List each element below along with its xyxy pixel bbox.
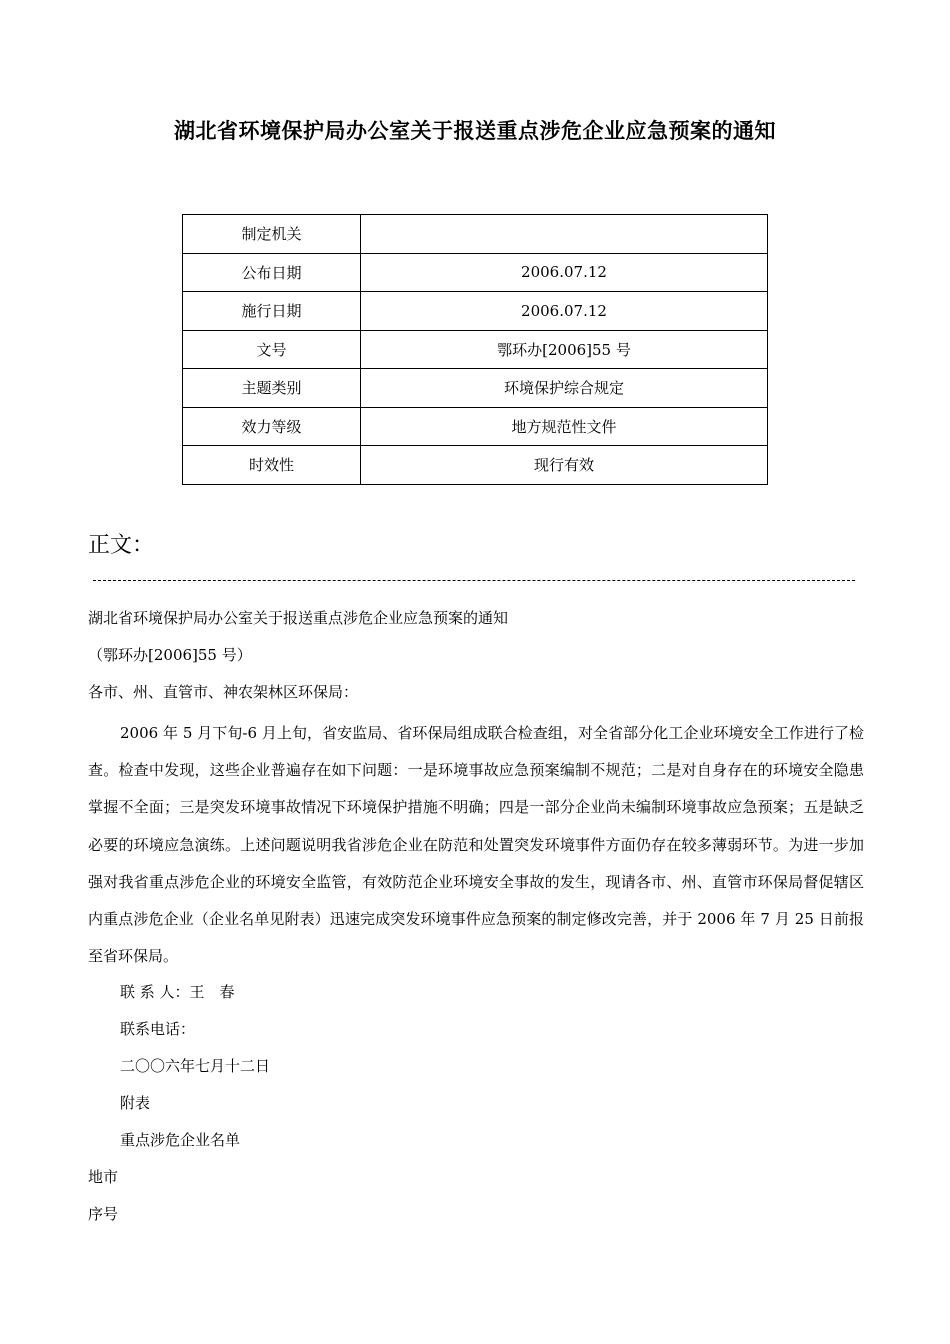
meta-label-category: 主题类别 [183, 369, 361, 408]
body-doc-number: （鄂环办[2006]55 号） [88, 646, 252, 664]
contact-phone: 联系电话： [120, 1020, 196, 1038]
issue-date: 二〇〇六年七月十二日 [120, 1057, 271, 1075]
table-row [183, 446, 768, 485]
meta-label-level: 效力等级 [183, 407, 361, 446]
column-city: 地市 [88, 1168, 119, 1186]
meta-value-publish-date: 2006.07.12 [361, 253, 768, 292]
meta-label-effective-date: 施行日期 [183, 292, 361, 331]
meta-label-validity: 时效性 [183, 446, 361, 485]
table-row [183, 253, 768, 292]
table-row [183, 330, 768, 369]
document-title: 湖北省环境保护局办公室关于报送重点涉危企业应急预案的通知 [174, 119, 776, 143]
meta-value-issuer [361, 215, 768, 254]
body-heading: 正文： [88, 533, 155, 558]
body-doc-title: 湖北省环境保护局办公室关于报送重点涉危企业应急预案的通知 [88, 609, 509, 627]
meta-value-validity: 现行有效 [361, 446, 768, 485]
meta-label-doc-number: 文号 [183, 330, 361, 369]
table-row [183, 407, 768, 446]
metadata-table [182, 214, 768, 485]
table-row [183, 292, 768, 331]
table-row [183, 369, 768, 408]
salutation: 各市、州、直管市、神农架林区环保局： [88, 683, 359, 701]
body-paragraph: 2006 年 5 月下旬-6 月上旬，省安监局、省环保局组成联合检查组，对全省部分化工企业环境安全工作进行了检查。检查中发现，这些企业普遍存在如下问题：一是环境事故应急预案编制不规范；二是对自身存在的环境安全隐患掌握不全面；三是突发环境事故情况下环境保护措施不明确；四是一部分企业尚未编制环境事故应急预案；五是缺乏必要的环境应急演练。上述问题说明我省涉危企业在防范和处置突发环境事件方面仍存在较多薄弱环节。为进一步加强对我省重点涉危企业的环境安全监管，有效防范企业环境安全事故的发生，现请各市、州、直管市环保局督促辖区内重点涉危企业（企业名单见附表）迅速完成突发环境事件应急预案的制定修改完善，并于 2006 年 7 月 25 日前报至省环保局。 [88, 724, 864, 966]
attachment-label: 附表 [120, 1094, 151, 1112]
meta-value-level: 地方规范性文件 [361, 407, 768, 446]
meta-value-effective-date: 2006.07.12 [361, 292, 768, 331]
meta-value-category: 环境保护综合规定 [361, 369, 768, 408]
attachment-title: 重点涉危企业名单 [120, 1131, 241, 1149]
column-number: 序号 [88, 1205, 119, 1223]
table-row [183, 215, 768, 254]
contact-person: 联 系 人：王 春 [120, 983, 235, 1001]
meta-value-doc-number: 鄂环办[2006]55 号 [361, 330, 768, 369]
meta-label-publish-date: 公布日期 [183, 253, 361, 292]
meta-label-issuer: 制定机关 [183, 215, 361, 254]
dashed-divider [93, 580, 855, 581]
